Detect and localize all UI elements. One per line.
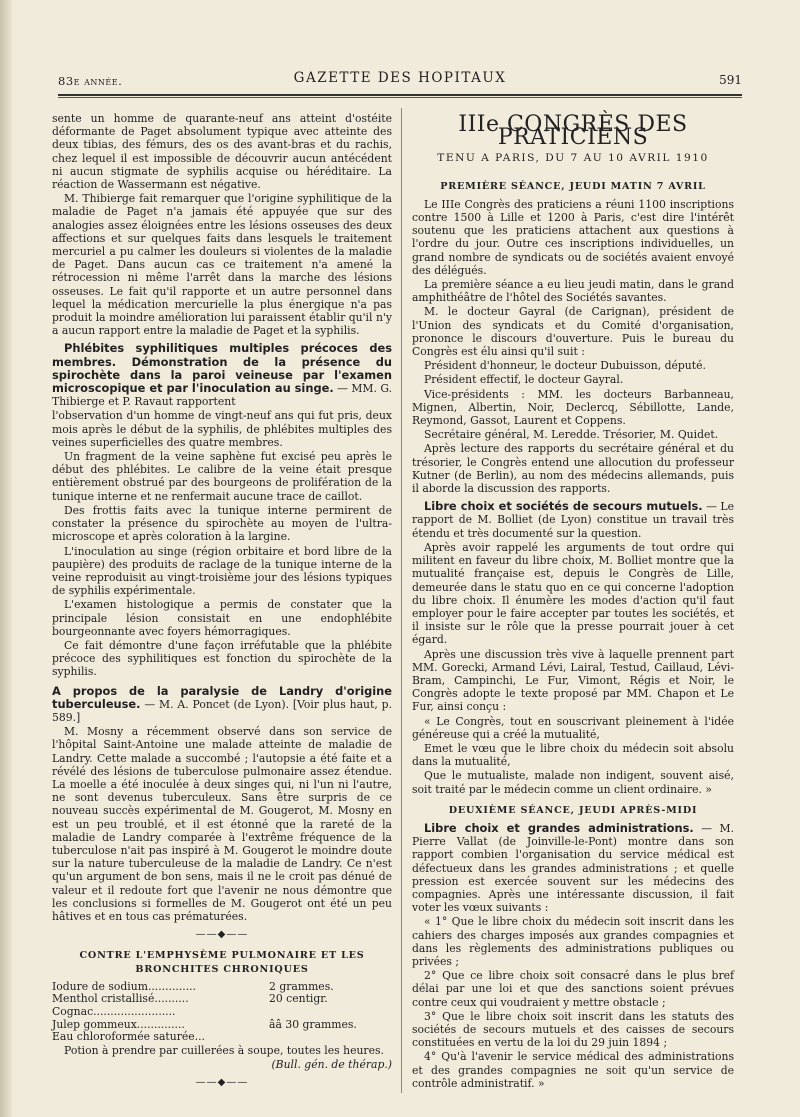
rx-dose: ââ 30 grammes. <box>269 1017 357 1031</box>
column-divider <box>401 108 402 1093</box>
congress-subtitle: TENU A PARIS, DU 7 AU 10 AVRIL 1910 <box>437 152 709 165</box>
paragraph: Vice-présidents : MM. les docteurs Barbanneau, Mignen, Albertin, Noir, Declercq, Sébillotte, Lande, Reymond, Gassot, Laurent et Coppens. <box>412 387 734 428</box>
paragraph: Emet le vœu que le libre choix du médecin soit absolu dans la mutualité, <box>412 741 734 769</box>
paragraph: Secrétaire général, M. Leredde. Trésorier, M. Quidet. <box>424 428 719 442</box>
book-spine-shadow <box>0 0 12 1117</box>
rx-dose: 2 grammes. <box>269 979 334 993</box>
rx-dose <box>261 1006 392 1019</box>
paragraph: Ce fait démontre d'une façon irréfutable que la phlébite précoce des syphilitiques est fonction du spirochète de la syphilis. <box>52 638 392 679</box>
rx-item: Cognac........................ <box>52 1004 176 1018</box>
paragraph: 2° Que ce libre choix soit consacré dans le plus bref délai par une loi et que des sanctions soient prévues contre ceux qui voudraient y mettre obstacle ; <box>412 969 734 1009</box>
paragraph: 3° Que le libre choix soit inscrit dans les statuts des sociétés de secours mutuels et des caisses de secours constituées en vertu de la loi du 29 juin 1894 ; <box>412 1009 734 1050</box>
heading-text: Phlébites syphilitiques multiples précoces des membres. Démonstration de la présence du spirochète dans la paroi veineuse par l'examen microscopique et par l'inoculation au singe. <box>52 341 392 396</box>
paragraph: Après avoir rappelé les arguments de tout ordre qui militent en faveur du libre choix, M. Bolliet montre que la mutualité française est, depuis le Congrès de Lille, demeurée dans le statu quo en ce qui concerne l'adoption du libre choix. Il énumère les modes d'action qu'il faut employer pour le faire accepter par toutes les sociétés, et il insiste sur le rôle que la presse pourrait jouer à cet égard. <box>412 540 734 647</box>
left-column <box>52 112 392 1094</box>
page-number: 591 <box>719 73 742 87</box>
section-heading-landry <box>52 685 392 725</box>
issue-label: 83e année. <box>58 74 123 88</box>
section-heading-phlebites <box>52 342 392 408</box>
prescription-row <box>52 1006 392 1019</box>
paragraph: Un fragment de la veine saphène fut excisé peu après le début des phlébites. Le calibre de la veine était presque entièrement obstrué par des bourgeons de prolifération de la tunique interne et ne renfermait aucune trace de caillot. <box>52 450 392 503</box>
paragraph: Des frottis faits avec la tunique interne permirent de constater la présence du spirochète au moyen de l'ultra-microscope et après coloration à la largine. <box>52 503 392 544</box>
ornament-separator: ——◆—— <box>195 1077 249 1089</box>
heading-authors: — M. A. Poncet (de Lyon). [Voir plus haut, p. 589.] <box>52 697 392 724</box>
paragraph: Après une discussion très vive à laquelle prennent part MM. Gorecki, Armand Lévi, Lairal, Testud, Caillaud, Lévi-Bram, Campinchi, Le Fur, Vimont, Régis et Noir, le Congrès adopte le texte proposé par MM. Chapon et Le Fur, ainsi conçu : <box>412 647 734 714</box>
paragraph: M. le docteur Gayral (de Carignan), président de l'Union des syndicats et du Comité d'organisation, prononce le discours d'ouverture. Puis le bureau du Congrès est élu ainsi qu'il suit : <box>412 305 734 359</box>
paragraph: M. Mosny a récemment observé dans son service de l'hôpital Saint-Antoine une malade atteinte de maladie de Landry. Cette malade a succombé ; l'autopsie a été faite et a révélé des lésions de tuberculose pulmonaire assez étendue. La moelle a été inoculée à deux singes qui, ni l'un ni l'autre, ne sont devenus tuberculeux. Sans être surpris de ce nouveau succès expérimental de M. Gougerot, M. Mosny en est un peu troublé, et il est étonné que la rareté de la maladie de Landry comparée à l'extrême fréquence de la tuberculose n'ait pas inspiré à M. Gougerot le moindre doute sur la nature tuberculeuse de la maladie de Landry. Ce n'est qu'un argument de bon sens, mais il ne le croit pas dénué de valeur et il redoute fort que l'avenir ne nous démontre que les conclusions si formelles de M. Gougerot ont été un peu hâtives et en tous cas prématurées. <box>52 725 392 923</box>
paragraph: Après lecture des rapports du secrétaire général et du trésorier, le Congrès entend une allocution du professeur Kutner (de Berlin), au nom des médecins allemands, puis il aborde la discussion des rapports. <box>412 442 734 496</box>
paragraph: Président effectif, le docteur Gayral. <box>424 373 624 387</box>
rx-item: Eau chloroformée saturée... <box>52 1030 205 1044</box>
rx-item: Iodure de sodium.............. <box>52 979 196 993</box>
potion-instructions: Potion à prendre par cuillerées à soupe, toutes les heures. <box>64 1043 384 1057</box>
paragraph: La première séance a eu lieu jeudi matin, dans le grand amphithéâtre de l'hôtel des Sociétés savantes. <box>412 278 734 305</box>
paragraph: l'observation d'un homme de vingt-neuf ans qui fut pris, deux mois après le début de la syphilis, de phlébites multiples des veines superficielles des quatre membres. <box>52 409 392 449</box>
paragraph: Que le mutualiste, malade non indigent, souvent aisé, soit traité par le médecin comme un client ordinaire. » <box>412 769 734 796</box>
ornament-separator: ——◆—— <box>195 929 249 941</box>
header-rule <box>58 94 742 98</box>
rx-item: Menthol cristallisé.......... <box>52 992 189 1006</box>
section-heading-administrations <box>412 822 734 914</box>
paragraph: M. Thibierge fait remarquer que l'origine syphilitique de la maladie de Paget n'a jamais été appuyée que sur des analogies assez éloignées entre les lésions osseuses des deux affections et sur quelques faits dans lesquels le traitement mercuriel a pu calmer les douleurs si violentes de la maladie de Paget. Dans aucun cas ce traitement n'a amené la rétrocession ni même l'arrêt dans la marche des lésions osseuses. Le fait qu'il rapporte et un autre personnel dans lequel la médication mercurielle la plus énergique n'a pas produit la moindre amélioration lui paraissent établir qu'il n'y a aucun rapport entre la maladie de Paget et la syphilis. <box>52 192 392 338</box>
rx-item: Julep gommeux.............. <box>52 1017 185 1031</box>
source-citation: (Bull. gén. de thérap.) <box>271 1057 392 1071</box>
right-column <box>412 112 734 1091</box>
paragraph: 4° Qu'à l'avenir le service médical des administrations et des grandes compagnies ne soit qu'un service de contrôle administratif. » <box>412 1050 734 1090</box>
paragraph: « 1° Que le libre choix du médecin soit inscrit dans les cahiers des charges imposés aux grandes compagnies et dans les règlements des administrations publiques ou privées ; <box>412 915 734 968</box>
session-heading: DEUXIÈME SÉANCE, JEUDI APRÈS-MIDI <box>448 804 698 816</box>
heading-text: A propos de la paralysie de Landry d'origine tuberculeuse. <box>52 683 392 711</box>
section-heading-libre-choix <box>412 500 734 540</box>
paragraph: sente un homme de quarante-neuf ans atteint d'ostéite déformante de Paget absolument typique avec atteinte des deux tibias, des fémurs, des os des avant-bras et du rachis, chez lequel il est impossible de découvrir aucun antécédent ni aucun stigmate de syphilis acquise ou héréditaire. La réaction de Wassermann est négative. <box>52 112 392 192</box>
session-heading: PREMIÈRE SÉANCE, JEUDI MATIN 7 AVRIL <box>440 180 706 192</box>
rx-dose <box>261 1031 392 1044</box>
prescription-table <box>52 981 392 1044</box>
rx-dose: 20 centigr. <box>269 992 328 1006</box>
heading-text: Libre choix et grandes administrations. <box>424 820 694 835</box>
journal-title: GAZETTE DES HOPITAUX <box>293 70 507 86</box>
paragraph: Président d'honneur, le docteur Dubuisson, député. <box>424 359 706 373</box>
prescription-row <box>52 1031 392 1044</box>
paragraph: L'inoculation au singe (région orbitaire et bord libre de la paupière) des produits de raclage de la tunique interne de la veine reproduisit au vingt-troisième jour des lésions typiques de syphilis expérimentale. <box>52 544 392 598</box>
congress-title: IIIe CONGRÈS DES PRATICIENS <box>458 112 688 151</box>
heading-text: Libre choix et sociétés de secours mutuels. <box>424 499 703 514</box>
paragraph: « Le Congrès, tout en souscrivant pleinement à l'idée généreuse qui a créé la mutualité, <box>412 714 734 741</box>
heading-rest: — M. Pierre Vallat (de Joinville-le-Pont) montre dans son rapport combien l'organisation du service médical est défectueux dans les grandes administrations ; et quelle pression est exercée souvent sur les médecins des compagnies. Après une intéressante discussion, il fait voter les vœux suivants : <box>412 821 734 915</box>
paragraph: L'examen histologique a permis de constater que la principale lésion consistait en une endophlébite bourgeonnante avec foyers hémorragiques. <box>52 598 392 638</box>
heading-rest: — Le rapport de M. Bolliet (de Lyon) constitue un travail très étendu et très documenté sur la question. <box>412 500 734 540</box>
heading-authors: — MM. G. Thibierge et P. Ravaut rapportent <box>52 382 392 409</box>
prescription-title: CONTRE L'EMPHYSÈME PULMONAIRE ET LES BRONCHITES CHRONIQUES <box>79 950 365 975</box>
paragraph: Le IIIe Congrès des praticiens a réuni 1100 inscriptions contre 1500 à Lille et 1200 à Paris, c'est dire l'intérêt soutenu que les praticiens attachent aux questions à l'ordre du jour. Outre ces inscriptions individuelles, un grand nombre de syndicats ou de sociétés avaient envoyé des délégués. <box>412 197 734 277</box>
running-header <box>58 70 742 90</box>
